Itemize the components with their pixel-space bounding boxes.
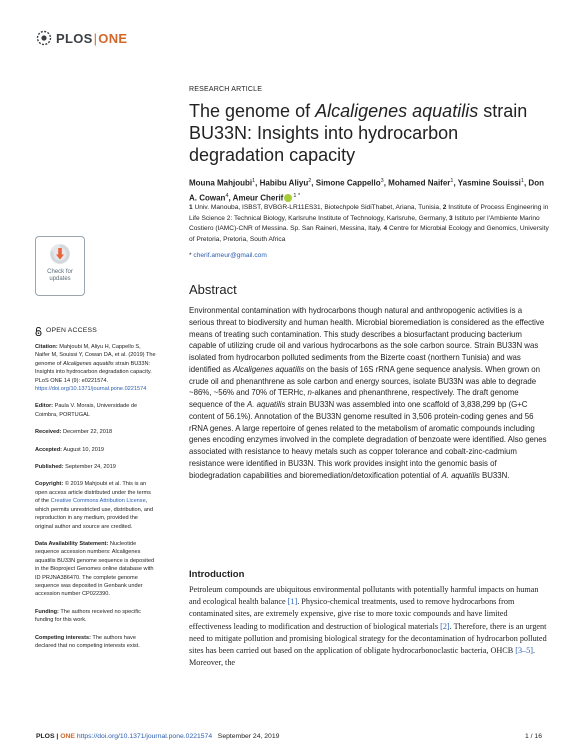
article-title: The genome of Alcaligenes aquatilis strain BU33N: Insights into hydrocarbon degradation capacity: [189, 101, 528, 165]
author-name[interactable]: Mohamed Naifer: [388, 178, 451, 188]
reference-link[interactable]: [3–5]: [515, 646, 533, 656]
received-date: Received: December 22, 2018: [35, 429, 113, 436]
open-access-badge: OPEN ACCESS: [35, 327, 157, 336]
competing-interests-block: Competing interests: The authors have declared that no competing interests exist.: [35, 634, 140, 649]
editor-block: Editor: Paula V. Morais, Universidade de Coimbra, PORTUGAL: [35, 403, 138, 418]
footer-journal-name: PLOS | ONE: [36, 733, 75, 740]
article-type-label: RESEARCH ARTICLE: [189, 86, 263, 93]
orcid-icon[interactable]: [284, 194, 292, 202]
introduction-heading: Introduction: [189, 569, 245, 580]
reference-link[interactable]: [2]: [440, 621, 450, 631]
author-name[interactable]: Don A. Cowan: [189, 178, 544, 203]
copyright-block: Copyright: © 2019 Mahjoubi et al. This is an open access article distributed under the terms of the Creative Commons Attribution License, which permits unrestricted use, distribution, and reproduction in any medium, provided the original author and source are credited.: [35, 481, 154, 530]
page-number: 1 / 16: [524, 733, 542, 740]
data-availability-block: Data Availability Statement: Nucleotide sequence accession numbers: Alcaligenes aquatilis BU33N genome sequence is deposited in the Bioproject Genomes online database with ID PRJNA386470. The complete genome sequence was deposited in Genbank under accession number CP022390.: [35, 540, 155, 598]
plos-logo-icon: [36, 30, 52, 46]
journal-logo[interactable]: [36, 29, 127, 47]
corresponding-author: * cherif.ameur@gmail.com: [189, 252, 267, 259]
funding-block: Funding: The authors received no specific funding for this work.: [35, 608, 141, 624]
reference-link[interactable]: [1]: [287, 597, 298, 607]
corresponding-email-link[interactable]: cherif.ameur@gmail.com: [193, 252, 267, 259]
logo-wordmark: PLOS|ONE: [56, 30, 128, 46]
author-name[interactable]: Yasmine Souissi: [457, 178, 521, 188]
article-sidebar: [35, 327, 157, 659]
abstract-heading: Abstract: [189, 282, 237, 297]
author-list: Mouna Mahjoubi$^1$, Habibu Aliyu$^2$, Simone Cappello$^3$, Mohamed Naifer$^1$, Yasmine Souissi$^1$, Don A. Cowan$^4$, Ameur Cherif $^{1 *}$: [189, 178, 544, 203]
citation-doi-link[interactable]: https://doi.org/10.1371/journal.pone.0221574: [35, 386, 147, 393]
footer-date: September 24, 2019: [217, 733, 280, 740]
check-for-updates-button[interactable]: [35, 236, 85, 296]
footer-doi-link[interactable]: https://doi.org/10.1371/journal.pone.0221574: [76, 733, 213, 740]
open-access-lock-icon: [35, 327, 42, 336]
accepted-date: Accepted: August 10, 2019: [35, 446, 105, 453]
abstract-text: Environmental contamination with hydrocarbons though natural and anthropogenic activities is a serious threat to biodiversity and human health. Microbial bioremediation is considered as the effective means of treating such contamination. This study describes a biosurfactant producing bacterium capable of utilizing crude oil and various hydrocarbons as the sole carbon source. Strain BU33N was isolated from hydrocarbon polluted sediments from the Bizerte coast (northern Tunisia) and was identified as Alcaligenes aquatilis on the basis of 16S rRNA gene sequence analysis. When grown on crude oil and phenanthrene as sole carbon and energy sources, isolate BU33N was able to degrade ~86%, ~56% and 70% of TERHc, n-alkanes and phenanthrene, respectively. The draft genome sequence of the A. aquatilis strain BU33N was assembled into one scaffold of 3,838,299 bp (G+C content of 56.1%). Annotation of the BU33N genome resulted in 3,506 protein-coding genes and 56 rRNA genes. A large repertoire of genes related to the metabolism of aromatic compounds including genes encoding enzymes involved in the complete degradation of benzoate were identified. Also genes associated with resistance to heavy metals such as copper tolerance and cobalt-zinc-cadmium resistance were identified in BU33N. This work provides insight into the genomic basis of biodegradation capabilities and bioremediation/detoxification potential of A. aquatilis BU33N.: [189, 306, 547, 480]
author-name[interactable]: Simone Cappello: [315, 178, 381, 188]
published-date: Published: September 24, 2019: [35, 464, 116, 471]
update-icon: [48, 242, 72, 266]
introduction-text: Petroleum compounds are ubiquitous environmental pollutants with potentially harmful impacts on human and ecological health balance [1]. Physico-chemical treatments, used to remove hydrocarbons from contaminated sites, are extremely expensive, give rise to more toxic compounds and have limited effectiveness leading to modification and destruction of biological materials [2]. Therefore, there is an urgent need to mitigate pollution and promising biological strategy for the decontamination of hydrocarbon polluted sites has been carried out based on the application of obligate hydrocarbonoclastic bacteria, OHCB [3–5]. Moreover, the: [189, 585, 547, 668]
affiliations: 1 Univ. Manouba, ISBST, BVBGR-LR11ES31, Biotechpole SidiThabet, Ariana, Tunisia, 2 Institute of Process Engineering in Life Science 2: Technical Biology, Karlsruhe Institute of Technology, Karlsruhe, Germany, 3 Istituto per l'Ambiente Marino Costiero (IAMC)-CNR of Messina. Sp. San Raineri, Messina, Italy, 4 Centre for Microbial Ecology and Genomics, University of Pretoria, Pretoria, South Africa: [189, 204, 549, 243]
citation-block: Citation: Mahjoubi M, Aliyu H, Cappello S, Naifer M, Souissi Y, Cowan DA, et al. (2019) The genome of Alcaligenes aquatilis strain BU33N: Insights into hydrocarbon degradation capacity. PLoS ONE 14 (9): e0221574. https://doi.org/10.1371/journal.pone.0221574: [35, 344, 156, 393]
author-name[interactable]: Mouna Mahjoubi: [189, 178, 253, 188]
author-name[interactable]: Habibu Aliyu: [259, 178, 309, 188]
page-footer: [36, 733, 542, 740]
license-link[interactable]: Creative Commons Attribution License: [50, 498, 146, 505]
author-name[interactable]: Ameur Cherif: [232, 193, 284, 203]
check-for-updates-label: Check for updates: [47, 269, 73, 282]
